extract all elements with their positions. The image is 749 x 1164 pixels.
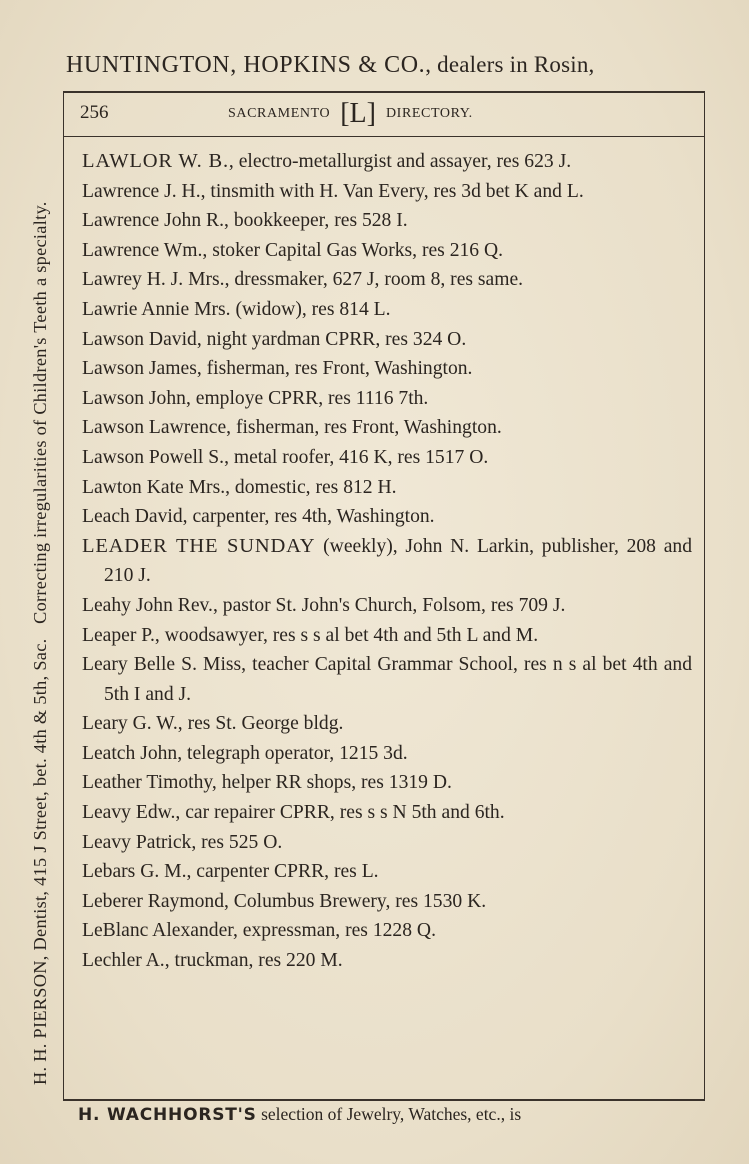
entry-details: , bookkeeper, res 528 I. bbox=[224, 210, 408, 232]
entry-name: Lawrey H. J. Mrs. bbox=[82, 269, 225, 291]
section-letter: [L] bbox=[340, 98, 376, 129]
side-advert-text: , Dentist, 415 J Street, bet. 4th & 5th, Sac. Correcting irregularities of Children's Teeth a specialty. bbox=[30, 201, 50, 961]
bottom-advertisement bbox=[78, 1104, 521, 1125]
entry-details: (weekly), John N. Larkin, publisher, 208 and 210 J. bbox=[104, 535, 693, 587]
side-advert-name: H. H. PIERSON bbox=[30, 960, 50, 1085]
directory-entry bbox=[82, 709, 692, 739]
entry-name: Lawson Lawrence bbox=[82, 417, 227, 439]
entry-name: Lawrence J. H. bbox=[82, 180, 201, 202]
entry-name: Lechler A. bbox=[82, 950, 165, 972]
running-head bbox=[228, 99, 473, 129]
top-advert-text: , dealers in Rosin, bbox=[425, 52, 595, 77]
top-advert-name: HUNTINGTON, HOPKINS & CO. bbox=[66, 52, 426, 78]
entry-details: , fisherman, res Front, Washington. bbox=[226, 417, 502, 439]
directory-entry bbox=[82, 177, 692, 207]
entry-details: , helper RR shops, res 1319 D. bbox=[211, 772, 452, 794]
directory-entry bbox=[82, 916, 692, 946]
entry-details: , Columbus Brewery, res 1530 K. bbox=[224, 890, 487, 912]
directory-entry bbox=[82, 650, 692, 709]
directory-entry bbox=[82, 384, 692, 414]
entry-details: , electro-metallurgist and assayer, res 623 J. bbox=[228, 151, 572, 172]
entry-name: Lawrence John R. bbox=[82, 210, 225, 232]
side-advertisement bbox=[30, 85, 51, 1085]
directory-entry bbox=[82, 857, 692, 887]
entry-details: (widow), res 814 L. bbox=[230, 298, 391, 320]
directory-entry bbox=[82, 265, 692, 295]
entry-name: Leberer Raymond bbox=[82, 890, 224, 912]
entry-name: Lawrence Wm. bbox=[82, 239, 203, 261]
entry-details: , night yardman CPRR, res 324 O. bbox=[196, 328, 467, 350]
directory-entry bbox=[82, 739, 692, 769]
entry-details: , expressman, res 1228 Q. bbox=[233, 920, 436, 942]
entry-name: LEADER THE SUNDAY bbox=[82, 534, 316, 557]
running-head-left: SACRAMENTO bbox=[228, 106, 331, 121]
entry-name: Leavy Edw. bbox=[82, 802, 176, 824]
directory-entry bbox=[82, 206, 692, 236]
entry-details: , teacher Capital Grammar School, res n s al bet 4th and 5th I and J. bbox=[104, 654, 693, 705]
entry-name: Lawson David bbox=[82, 328, 197, 350]
entry-name: Leary G. W. bbox=[82, 713, 178, 735]
entry-name: Lawson James bbox=[82, 358, 197, 380]
entry-details: , res St. George bldg. bbox=[177, 713, 344, 735]
entry-details: , carpenter, res 4th, Washington. bbox=[182, 506, 435, 528]
entry-name: LeBlanc Alexander bbox=[82, 920, 233, 942]
directory-entry bbox=[82, 473, 692, 503]
directory-entry bbox=[82, 532, 692, 591]
entry-name: Lawrie Annie Mrs. bbox=[82, 298, 231, 320]
entry-name: LAWLOR W. B. bbox=[82, 150, 229, 172]
entry-name: Leatch John bbox=[82, 742, 178, 764]
entry-details: , dressmaker, 627 J, room 8, res same. bbox=[224, 269, 524, 291]
entry-details: , employe CPRR, res 1116 7th. bbox=[185, 387, 429, 409]
entry-name: Lawton Kate Mrs. bbox=[82, 476, 226, 498]
running-head-right: DIRECTORY. bbox=[385, 106, 473, 121]
entry-details: , car repairer CPRR, res s s N 5th and 6th. bbox=[175, 802, 505, 824]
directory-entry bbox=[82, 325, 692, 355]
directory-entry bbox=[82, 887, 692, 917]
entry-details: , tinsmith with H. Van Every, res 3d bet K and L. bbox=[200, 180, 584, 202]
directory-entry bbox=[82, 828, 692, 858]
running-header bbox=[64, 93, 704, 137]
top-advertisement bbox=[66, 52, 726, 79]
entry-name: Leather Timothy bbox=[82, 772, 212, 794]
directory-entry bbox=[82, 502, 692, 532]
entry-details: , truckman, res 220 M. bbox=[164, 950, 343, 972]
entry-details: , domestic, res 812 H. bbox=[225, 476, 397, 498]
entry-details: , telegraph operator, 1215 3d. bbox=[177, 742, 408, 764]
directory-entry bbox=[82, 798, 692, 828]
entry-details: , carpenter CPRR, res L. bbox=[186, 861, 379, 883]
directory-entry bbox=[82, 768, 692, 798]
entry-name: Lawson John bbox=[82, 387, 186, 409]
bottom-advert-name: H. WACHHORST'S bbox=[78, 1105, 257, 1125]
entry-details: , pastor St. John's Church, Folsom, res 709 J. bbox=[212, 594, 566, 616]
directory-entry bbox=[82, 591, 692, 621]
entry-name: Leahy John Rev. bbox=[82, 594, 213, 616]
page-frame bbox=[63, 91, 705, 1101]
entry-details: , res 525 O. bbox=[191, 831, 283, 853]
directory-entry bbox=[82, 236, 692, 266]
directory-entry bbox=[82, 621, 692, 651]
entry-details: , woodsawyer, res s s al bet 4th and 5th L and M. bbox=[154, 624, 539, 646]
directory-entry bbox=[82, 147, 692, 177]
bottom-advert-text: selection of Jewelry, Watches, etc., is bbox=[256, 1104, 522, 1124]
directory-entry bbox=[82, 443, 692, 473]
entry-name: Leavy Patrick bbox=[82, 831, 192, 853]
entry-name: Leach David bbox=[82, 506, 183, 528]
entry-name: Leary Belle S. Miss bbox=[82, 654, 242, 676]
directory-entry bbox=[82, 413, 692, 443]
entry-name: Lebars G. M. bbox=[82, 861, 187, 883]
page-number: 256 bbox=[80, 102, 109, 123]
entry-name: Lawson Powell S. bbox=[82, 446, 225, 468]
directory-entries bbox=[82, 147, 692, 976]
entry-details: , fisherman, res Front, Washington. bbox=[196, 358, 473, 380]
directory-entry bbox=[82, 946, 692, 976]
entry-details: , stoker Capital Gas Works, res 216 Q. bbox=[202, 239, 504, 261]
entry-details: , metal roofer, 416 K, res 1517 O. bbox=[224, 446, 489, 468]
directory-entry bbox=[82, 354, 692, 384]
directory-entry bbox=[82, 295, 692, 325]
entry-name: Leaper P. bbox=[82, 624, 155, 646]
